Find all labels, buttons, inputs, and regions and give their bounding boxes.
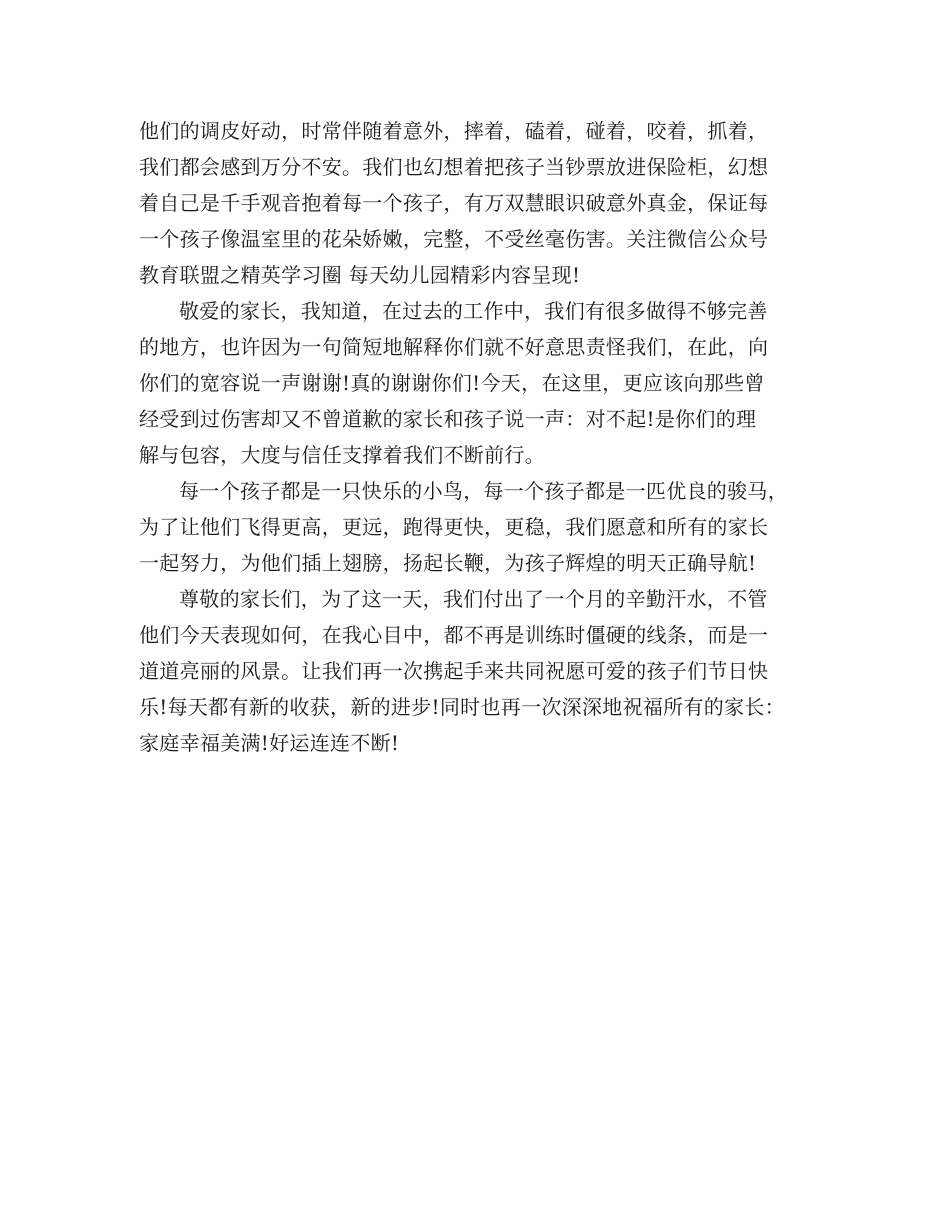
text-line: 尊敬的家长们，为了这一天，我们付出了一个月的辛勤汗水，不管 xyxy=(179,587,768,611)
text-line: 着自己是千手观音抱着每一个孩子，有万双慧眼识破意外真金，保证每 xyxy=(139,191,769,215)
paragraph-2 xyxy=(139,293,819,473)
text-line: 教育联盟之精英学习圈 每天幼儿园精彩内容呈现! xyxy=(139,263,581,287)
text-line: 一起努力，为他们插上翅膀，扬起长鞭，为孩子辉煌的明天正确导航! xyxy=(139,551,757,575)
text-line: 你们的宽容说一声谢谢!真的谢谢你们!今天，在这里，更应该向那些曾 xyxy=(139,371,765,395)
text-line: 的地方，也许因为一句简短地解释你们就不好意思责怪我们，在此，向 xyxy=(139,335,769,359)
text-line: 我们都会感到万分不安。我们也幻想着把孩子当钞票放进保险柜，幻想 xyxy=(139,155,769,179)
paragraph-4 xyxy=(139,581,819,761)
text-line: 一个孩子像温室里的花朵娇嫩，完整，不受丝毫伤害。关注微信公众号 xyxy=(139,227,769,251)
text-line: 道道亮丽的风景。让我们再一次携起手来共同祝愿可爱的孩子们节日快 xyxy=(139,659,769,683)
document-body xyxy=(139,113,819,761)
text-line: 经受到过伤害却又不曾道歉的家长和孩子说一声：对不起!是你们的理 xyxy=(139,407,757,431)
paragraph-1 xyxy=(139,113,819,293)
text-line: 乐!每天都有新的收获，新的进步!同时也再一次深深地祝福所有的家长： xyxy=(139,695,785,719)
text-line: 敬爱的家长，我知道，在过去的工作中，我们有很多做得不够完善 xyxy=(179,299,768,323)
text-line: 解与包容，大度与信任支撑着我们不断前行。 xyxy=(139,443,545,467)
text-line: 他们的调皮好动，时常伴随着意外，摔着，磕着，碰着，咬着，抓着， xyxy=(139,119,769,143)
text-line: 他们今天表现如何，在我心目中，都不再是训练时僵硬的线条，而是一 xyxy=(139,623,769,647)
text-line: 家庭幸福美满!好运连连不断! xyxy=(139,731,400,755)
paragraph-3 xyxy=(139,473,819,581)
text-line: 为了让他们飞得更高，更远，跑得更快，更稳，我们愿意和所有的家长 xyxy=(139,515,769,539)
text-line: 每一个孩子都是一只快乐的小鸟，每一个孩子都是一匹优良的骏马， xyxy=(179,479,788,503)
